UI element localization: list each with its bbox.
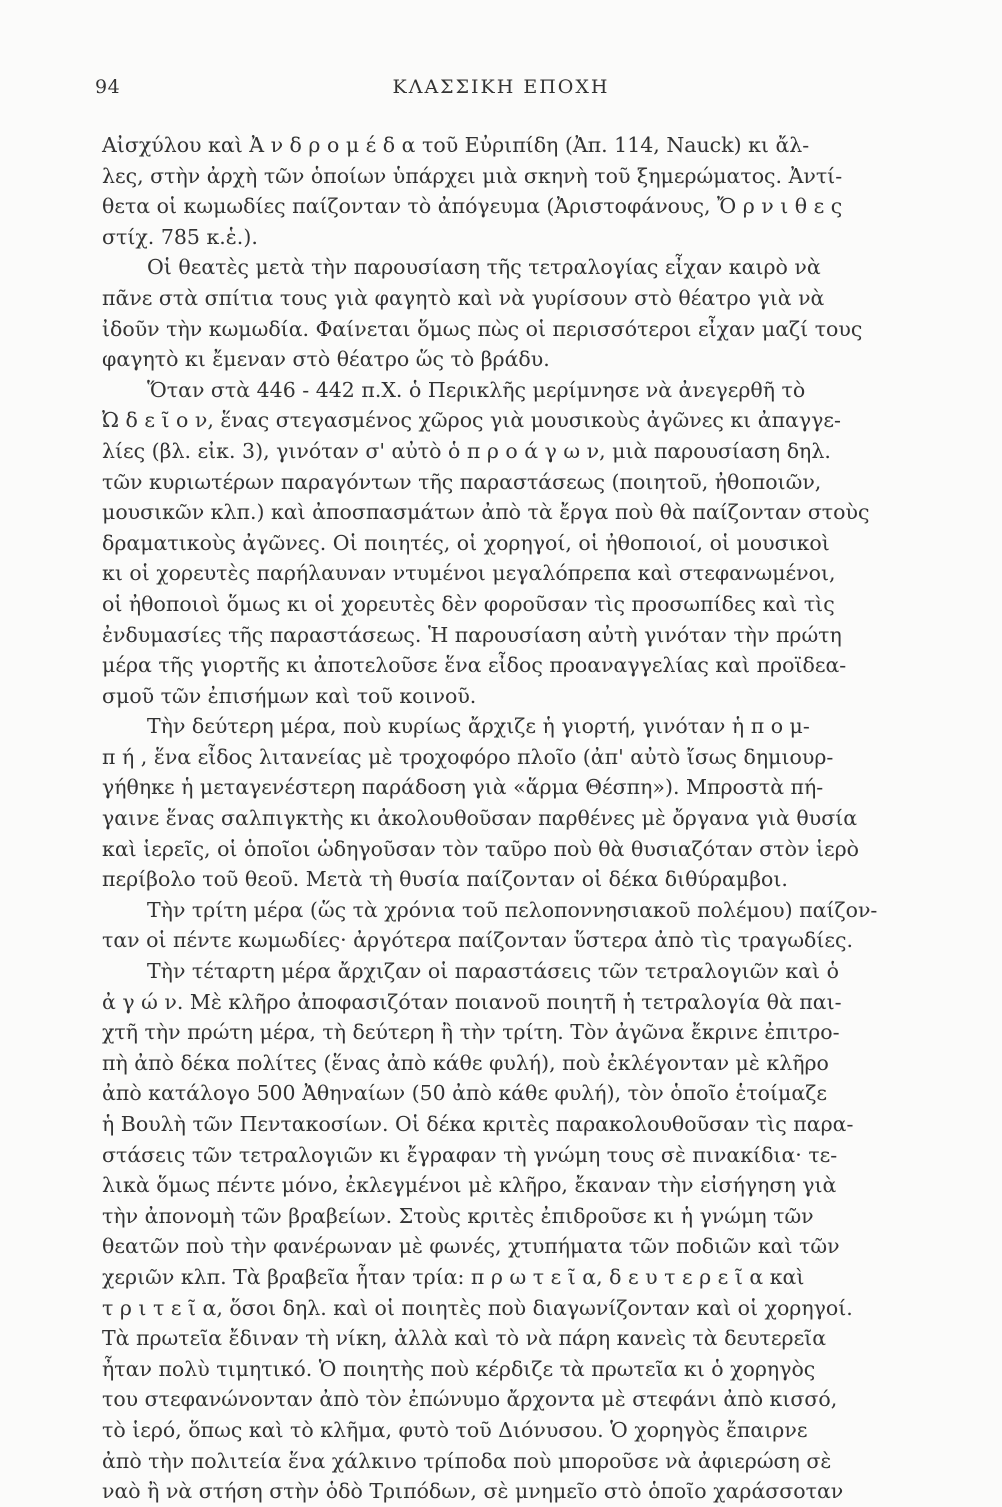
- text-line: Ὅταν στὰ 446 - 442 π.Χ. ὁ Περικλῆς μερίμνησε νὰ ἀνεγερθῆ τὸ: [147, 377, 806, 402]
- text-line: σμοῦ τῶν ἐπισήμων καὶ τοῦ κοινοῦ.: [102, 683, 477, 708]
- text-line: τὴν ἀπονομὴ τῶν βραβείων. Στοὺς κριτὲς ἐπιδροῦσε κι ἡ γνώμη τῶν: [102, 1203, 814, 1228]
- text-line: ἐνδυμασίες τῆς παραστάσεως. Ἡ παρουσίαση αὐτὴ γινόταν τὴν πρώτη: [102, 622, 842, 647]
- text-line: περίβολο τοῦ θεοῦ. Μετὰ τὴ θυσία παίζονταν οἱ δέκα διθύραμβοι.: [102, 867, 788, 892]
- text-line: ναὸ ἢ νὰ στήση στὴν ὁδὸ Τριπόδων, σὲ μνημεῖο στὸ ὁποῖο χαράσσοταν: [102, 1479, 844, 1504]
- text-line: πὴ ἀπὸ δέκα πολίτες (ἕνας ἀπὸ κάθε φυλή), ποὺ ἐκλέγονταν μὲ κλῆρο: [102, 1050, 829, 1075]
- text-line: Τὴν τρίτη μέρα (ὥς τὰ χρόνια τοῦ πελοποννησιακοῦ πολέμου) παίζον-: [147, 897, 878, 922]
- body-text: [102, 130, 907, 1507]
- text-line: πᾶνε στὰ σπίτια τους γιὰ φαγητὸ καὶ νὰ γυρίσουν στὸ θέατρο γιὰ νὰ: [102, 285, 825, 310]
- page-number: 94: [95, 76, 121, 98]
- text-line: Τὴν τέταρτη μέρα ἄρχιζαν οἱ παραστάσεις τῶν τετραλογιῶν καὶ ὁ: [147, 959, 839, 984]
- text-line: ἰδοῦν τὴν κωμωδία. Φαίνεται ὅμως πὼς οἱ περισσότεροι εἶχαν μαζί τους: [102, 316, 863, 341]
- text-line: στίχ. 785 κ.ἑ.).: [102, 224, 258, 249]
- text-line: χεριῶν κλπ. Τὰ βραβεῖα ἦταν τρία: π ρ ω τ ε ῖ α, δ ε υ τ ε ρ ε ῖ α καὶ: [102, 1264, 805, 1289]
- text-line: λίες (βλ. εἰκ. 3), γινόταν σ' αὐτὸ ὁ π ρ ο ά γ ω ν, μιὰ παρουσίαση δηλ.: [102, 438, 831, 463]
- text-line: γαινε ἕνας σαλπιγκτὴς κι ἀκολουθοῦσαν παρθένες μὲ ὄργανα γιὰ θυσία: [102, 806, 858, 831]
- text-line: δραματικοὺς ἀγῶνες. Οἱ ποιητές, οἱ χορηγοί, οἱ ἠθοποιοί, οἱ μουσικοὶ: [102, 530, 830, 555]
- text-line: Αἰσχύλου καὶ Ἀ ν δ ρ ο μ έ δ α τοῦ Εὐριπίδη (Ἀπ. 114, Nauck) κι ἄλ-: [102, 133, 810, 157]
- text-line: του στεφανώνονταν ἀπὸ τὸν ἐπώνυμο ἄρχοντα μὲ στεφάνι ἀπὸ κισσό,: [102, 1387, 838, 1412]
- text-line: μουσικῶν κλπ.) καὶ ἀποσπασμάτων ἀπὸ τὰ ἔργα ποὺ θὰ παίζονταν στοὺς: [102, 500, 870, 525]
- text-line: στάσεις τῶν τετραλογιῶν κι ἔγραφαν τὴ γνώμη τους σὲ πινακίδια· τε-: [102, 1142, 838, 1167]
- text-line: ταν οἱ πέντε κωμωδίες· ἀργότερα παίζονταν ὕστερα ἀπὸ τὶς τραγωδίες.: [102, 928, 854, 953]
- text-line: Τὰ πρωτεῖα ἔδιναν τὴ νίκη, ἀλλὰ καὶ τὸ νὰ πάρη κανεὶς τὰ δευτερεῖα: [102, 1326, 827, 1351]
- text-line: ἦταν πολὺ τιμητικό. Ὁ ποιητὴς ποὺ κέρδιζε τὰ πρωτεῖα κι ὁ χορηγὸς: [102, 1356, 816, 1381]
- text-line: Τὴν δεύτερη μέρα, ποὺ κυρίως ἄρχιζε ἡ γιορτή, γινόταν ἡ π ο μ-: [147, 714, 810, 739]
- text-line: τῶν κυριωτέρων παραγόντων τῆς παραστάσεως (ποιητοῦ, ἠθοποιῶν,: [102, 469, 822, 494]
- text-line: λικὰ ὅμως πέντε μόνο, ἐκλεγμένοι μὲ κλῆρο, ἔκαναν τὴν εἰσήγηση γιὰ: [102, 1173, 837, 1198]
- text-line: θετα οἱ κωμωδίες παίζονταν τὸ ἀπόγευμα (Ἀριστοφάνους, Ὄ ρ ν ι θ ε ς: [102, 194, 843, 219]
- text-line: καὶ ἱερεῖς, οἱ ὁποῖοι ὡδηγοῦσαν τὸν ταῦρο ποὺ θὰ θυσιαζόταν στὸν ἱερὸ: [102, 836, 860, 861]
- text-line: ἡ Βουλὴ τῶν Πεντακοσίων. Οἱ δέκα κριτὲς παρακολουθοῦσαν τὶς παρα-: [102, 1112, 854, 1136]
- text-line: γήθηκε ἡ μεταγενέστερη παράδοση γιὰ «ἅρμα Θέσπη»). Μπροστὰ πή-: [102, 775, 824, 800]
- text-line: ἀπὸ τὴν πολιτεία ἕνα χάλκινο τρίποδα ποὺ μποροῦσε νὰ ἀφιερώση σὲ: [102, 1448, 832, 1473]
- text-line: τὸ ἱερό, ὅπως καὶ τὸ κλῆμα, φυτὸ τοῦ Διόνυσου. Ὁ χορηγὸς ἔπαιρνε: [102, 1417, 808, 1442]
- text-line: μέρα τῆς γιορτῆς κι ἀποτελοῦσε ἕνα εἶδος προαναγγελίας καὶ προϊδεα-: [102, 653, 847, 678]
- text-line: φαγητὸ κι ἔμεναν στὸ θέατρο ὥς τὸ βράδυ.: [102, 347, 550, 372]
- page-header: [95, 70, 907, 110]
- text-line: τ ρ ι τ ε ῖ α, ὅσοι δηλ. καὶ οἱ ποιητὲς ποὺ διαγωνίζονταν καὶ οἱ χορηγοί.: [102, 1295, 853, 1320]
- text-line: ἀπὸ κατάλογο 500 Ἀθηναίων (50 ἀπὸ κάθε φυλή), τὸν ὁποῖο ἑτοίμαζε: [102, 1081, 827, 1106]
- text-line: οἱ ἠθοποιοὶ ὅμως κι οἱ χορευτὲς δὲν φοροῦσαν τὶς προσωπίδες καὶ τὶς: [102, 591, 835, 616]
- text-line: κι οἱ χορευτὲς παρήλαυναν ντυμένοι μεγαλόπρεπα καὶ στεφανωμένοι,: [102, 561, 836, 586]
- text-line: π ή , ἕνα εἶδος λιτανείας μὲ τροχοφόρο πλοῖο (ἀπ' αὐτὸ ἴσως δημιουρ-: [102, 744, 834, 769]
- text-line: ἀ γ ώ ν. Μὲ κλῆρο ἀποφασιζόταν ποιανοῦ ποιητῆ ἡ τετραλογία θὰ παι-: [102, 989, 842, 1014]
- text-line: θεατῶν ποὺ τὴν φανέρωναν μὲ φωνές, χτυπήματα τῶν ποδιῶν καὶ τῶν: [102, 1234, 840, 1259]
- running-title: ΚΛΑΣΣΙΚΗ ΕΠΟΧΗ: [392, 76, 610, 98]
- text-line: Ὠ δ ε ῖ ο ν, ἕνας στεγασμένος χῶρος γιὰ μουσικοὺς ἀγῶνες κι ἀπαγγε-: [102, 408, 841, 433]
- text-line: Οἱ θεατὲς μετὰ τὴν παρουσίαση τῆς τετραλογίας εἶχαν καιρὸ νὰ: [147, 255, 821, 280]
- text-line: λες, στὴν ἀρχὴ τῶν ὁποίων ὑπάρχει μιὰ σκηνὴ τοῦ ξημερώματος. Ἀντί-: [102, 163, 843, 188]
- text-line: χτῆ τὴν πρώτη μέρα, τὴ δεύτερη ἢ τὴν τρίτη. Τὸν ἀγῶνα ἔκρινε ἐπιτρο-: [102, 1020, 840, 1045]
